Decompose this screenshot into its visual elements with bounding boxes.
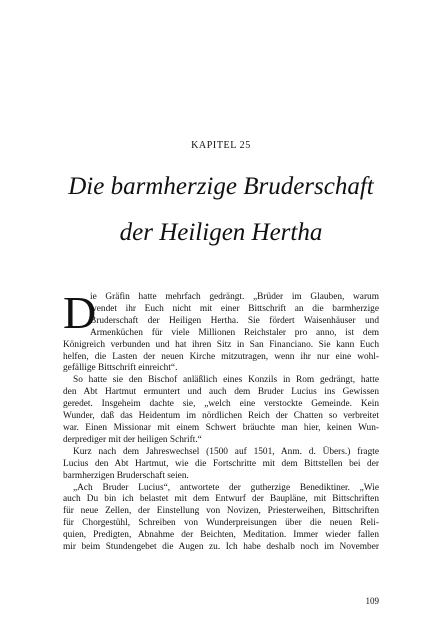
text-line: Armenküchen für viele Millionen Reichstaler pro anno, ist dem [90,327,379,338]
text-line: mir beim Stundengebet die Augen zu. Ich habe deshalb noch im November [63,542,379,553]
text-line: auch Du bin ich belastet mit dem Entwurf der Baupläne, mit Bittschriften [63,494,379,505]
page-number: 109 [365,596,379,606]
text-line: gefällige Bittschrift einreicht“. [63,363,178,374]
text-line: Bruderschaft der Heiligen Hertha. Sie fördert Waisenhäuser und [90,315,379,326]
chapter-title-line-2: der Heiligen Hertha [119,219,323,246]
text-line: den Abt Hartmut ermuntert und auch dem Bruder Lucius ins Gewissen [63,387,379,398]
text-line: wendet ihr Euch nicht mit einer Bittschrift an die barmherzige [90,303,379,314]
chapter-title-line-1: Die barmherzige Bruderschaft [68,173,374,200]
text-line: barmherzigen Bruderschaft seien. [63,470,189,481]
text-line: war. Einen Missionar mit einem Schwert bräuchte man hier, keinen Wun- [63,422,379,433]
text-line: helfen, die Lasten der neuen Kirche mitzutragen, wenn ihr nur eine wohl- [63,351,379,362]
text-line: geredet. Insgeheim dachte sie, „welch eine verstockte Gemeinde. Kein [63,399,379,410]
text-line: „Ach Bruder Lucius“, antwortete der gutherzige Benediktiner. „Wie [73,482,379,493]
drop-cap: D [63,287,97,338]
text-line: Königreich verbunden und hat ihren Sitz in San Financiano. Sie kann Euch [63,339,379,350]
text-line: Wunder, daß das Heidentum im nördlichen Reich der Chatten so verbreitet [63,411,379,422]
text-line: derprediger mit der heiligen Schrift.“ [63,434,202,445]
text-line: Kurz nach dem Jahreswechsel (1500 auf 1501, Anm. d. Übers.) fragte [73,446,379,457]
body-text [63,287,379,554]
text-line: So hatte sie den Bischof anläßlich eines Konzils in Rom gedrängt, hatte [73,375,379,386]
text-line: quien, Predigten, Abnahme der Beichten, Meditation. Immer wieder fallen [63,530,379,541]
text-line: für neue Zellen, der Einstellung von Novizen, Priesterweihen, Bittschriften [63,506,379,517]
chapter-label: KAPITEL 25 [191,140,251,151]
text-line: Lucius den Abt Hartmut, wie die Fortschritte mit dem Bittstellen bei der [63,458,379,469]
text-line: ie Gräfin hatte mehrfach gedrängt. „Brüder im Glauben, warum [90,292,379,302]
text-line: für Chorgestühl, Schreiben von Wunderpreisungen über die neuen Reli- [63,518,379,529]
